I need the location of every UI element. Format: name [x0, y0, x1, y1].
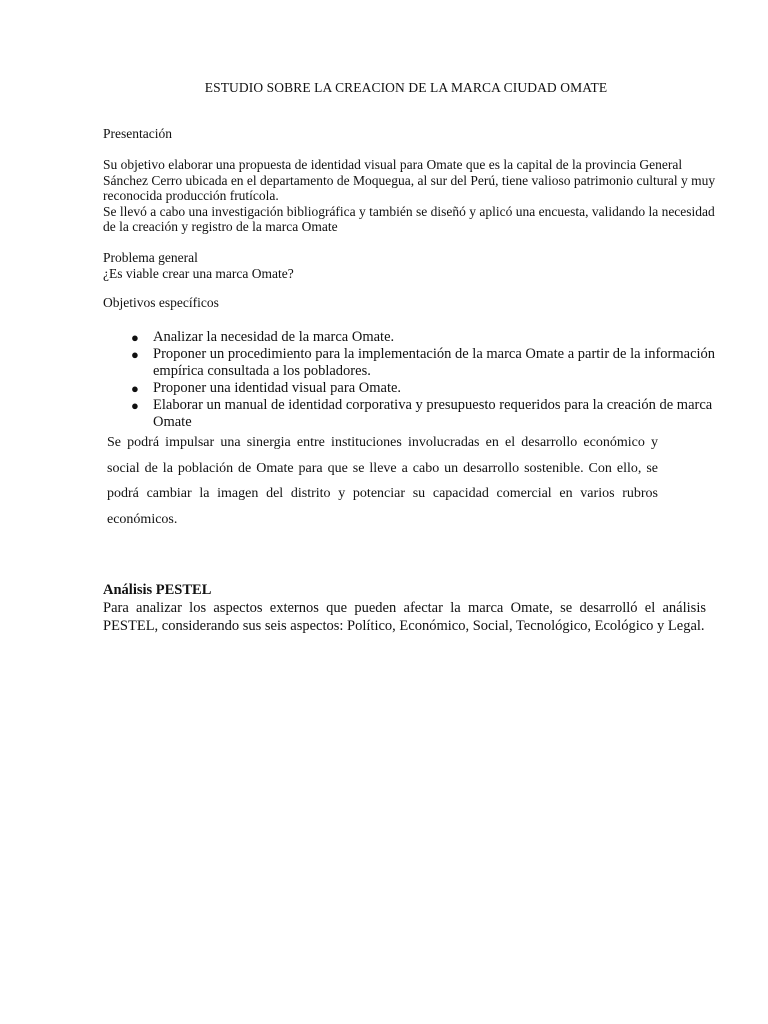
list-item [103, 346, 718, 380]
problema-heading: Problema general [103, 250, 198, 265]
presentacion-heading: Presentación [103, 126, 172, 141]
presentacion-paragraph-2: Se llevó a cabo una investigación bibliográfica y también se diseñó y aplicó una encuesta, validando la necesidad de la creación y registro de la marca Omate [103, 203, 715, 234]
list-item-text: Analizar la necesidad de la marca Omate. [153, 329, 395, 345]
sinergia-paragraph: Se podrá impulsar una sinergia entre instituciones involucradas en el desarrollo económico y social de la población de Omate para que se lleve a cabo un desarrollo sostenible. Con ello, se podrá cambiar la imagen del distrito y potenciar su capacidad comercial en varios rubros económicos. [107, 435, 658, 527]
presentacion-body [103, 157, 718, 235]
bullet-icon: ● [131, 347, 139, 362]
objetivos-list [103, 329, 718, 431]
bullet-icon: ● [131, 381, 139, 396]
objetivos-heading: Objetivos específicos [103, 295, 219, 310]
list-item [103, 397, 718, 431]
list-item-text: Proponer un procedimiento para la implementación de la marca Omate a partir de la información empírica consultada a los pobladores. [153, 346, 716, 379]
bullet-icon: ● [131, 330, 139, 345]
problema-general-section [103, 250, 718, 281]
list-item-text: Proponer una identidad visual para Omate. [153, 380, 402, 396]
bullet-icon: ● [131, 398, 139, 413]
presentacion-paragraph-1: Su objetivo elaborar una propuesta de identidad visual para Omate que es la capital de la provincia General Sánchez Cerro ubicada en el departamento de Moquegua, al sur del Perú, tiene valioso patrimonio cultural y muy reconocida producción frutícola. [103, 157, 716, 203]
pestel-body: Para analizar los aspectos externos que pueden afectar la marca Omate, se desarrolló el análisis PESTEL, considerando sus seis aspectos: Político, Económico, Social, Tecnológico, Ecológico y Legal. [103, 600, 706, 634]
list-item-text: Elaborar un manual de identidad corporativa y presupuesto requeridos para la creación de marca Omate [153, 397, 713, 430]
problema-question: ¿Es viable crear una marca Omate? [103, 265, 294, 281]
list-item [103, 380, 718, 397]
pestel-heading: Análisis PESTEL [103, 582, 212, 598]
list-item [103, 329, 718, 346]
document-title: ESTUDIO SOBRE LA CREACION DE LA MARCA CIUDAD OMATE [204, 80, 608, 95]
